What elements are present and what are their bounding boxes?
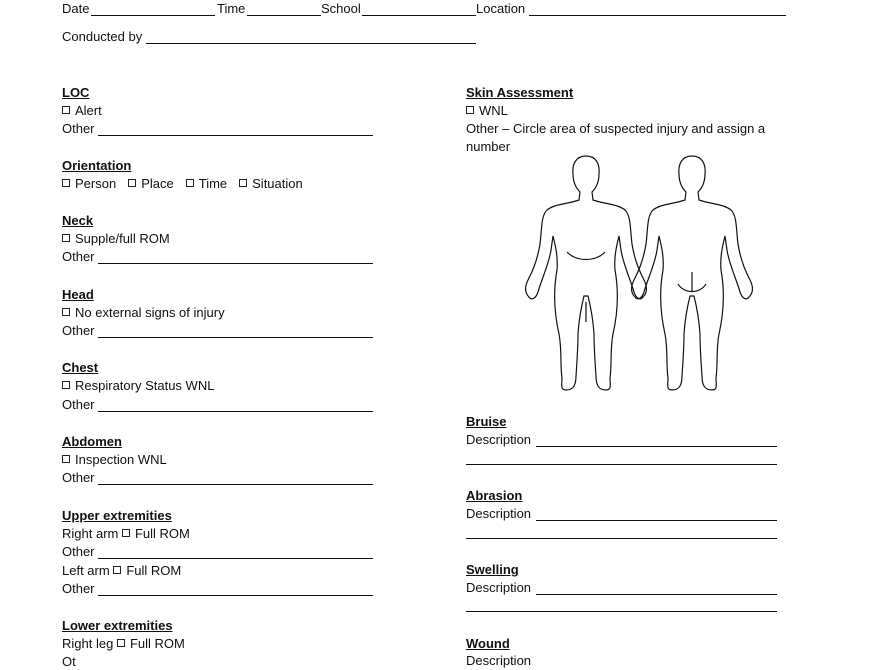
skin-assessment-heading: Skin Assessment [466, 85, 574, 100]
checkbox-icon[interactable] [122, 529, 130, 537]
checkbox-icon[interactable] [62, 106, 70, 114]
abrasion-description-field-2[interactable] [466, 538, 777, 539]
abdomen-option-label: Inspection WNL [75, 452, 167, 467]
left-arm-row [62, 563, 181, 579]
loc-other-label: Other [62, 121, 95, 136]
bruise-description-field[interactable] [536, 446, 777, 447]
skin-wnl-label: WNL [479, 103, 508, 118]
wound-heading: Wound [466, 636, 510, 651]
checkbox-icon[interactable] [117, 639, 125, 647]
orientation-time-option[interactable]: Time [186, 176, 227, 191]
upper-extremities-heading: Upper extremities [62, 508, 172, 523]
skin-other-instruction: Other – Circle area of suspected injury and assign a [466, 121, 766, 136]
checkbox-icon[interactable] [62, 234, 70, 242]
orientation-place-option[interactable]: Place [128, 176, 174, 191]
abdomen-other-field[interactable] [98, 484, 373, 485]
chest-other-field[interactable] [98, 411, 373, 412]
right-leg-option[interactable]: Full ROM [117, 636, 185, 651]
right-arm-other-field[interactable] [98, 558, 373, 559]
loc-other-field[interactable] [98, 135, 373, 136]
right-leg-row [62, 636, 185, 652]
skin-wnl-option[interactable] [466, 103, 508, 119]
bruise-description-label: Description [466, 432, 532, 447]
swelling-heading: Swelling [466, 562, 519, 577]
abdomen-heading: Abdomen [62, 434, 122, 449]
location-label: Location [476, 1, 526, 16]
right-leg-other-label-partial: Ot [62, 654, 76, 669]
checkbox-icon[interactable] [113, 566, 121, 574]
school-label: School [321, 1, 361, 16]
conducted-by-label: Conducted by [62, 29, 143, 44]
chest-other-label: Other [62, 397, 95, 412]
body-diagram[interactable] [520, 152, 760, 394]
abrasion-description-field[interactable] [536, 520, 777, 521]
neck-other-field[interactable] [98, 263, 373, 264]
checkbox-icon[interactable] [62, 308, 70, 316]
loc-alert-label: Alert [75, 103, 102, 118]
abdomen-other-label: Other [62, 470, 95, 485]
checkbox-icon[interactable] [62, 455, 70, 463]
body-back-icon [632, 156, 753, 390]
checkbox-icon[interactable] [62, 179, 70, 187]
time-field[interactable] [247, 15, 321, 16]
chest-option[interactable] [62, 378, 214, 394]
abdomen-option[interactable] [62, 452, 167, 468]
wound-description-label: Description [466, 653, 532, 668]
orientation-situation-option[interactable]: Situation [239, 176, 303, 191]
abrasion-description-label: Description [466, 506, 532, 521]
right-arm-label: Right arm [62, 526, 119, 541]
left-arm-other-field[interactable] [98, 595, 373, 596]
neck-heading: Neck [62, 213, 94, 228]
chest-option-label: Respiratory Status WNL [75, 378, 215, 393]
lower-extremities-heading: Lower extremities [62, 618, 173, 633]
bruise-description-field-2[interactable] [466, 464, 777, 465]
conducted-by-field[interactable] [146, 43, 476, 44]
swelling-description-field[interactable] [536, 594, 777, 595]
neck-other-label: Other [62, 249, 95, 264]
time-label: Time [217, 1, 246, 16]
loc-heading: LOC [62, 85, 90, 100]
right-arm-row [62, 526, 190, 542]
head-other-field[interactable] [98, 337, 373, 338]
checkbox-icon[interactable] [466, 106, 474, 114]
head-other-label: Other [62, 323, 95, 338]
swelling-description-label: Description [466, 580, 532, 595]
right-arm-other-label: Other [62, 544, 95, 559]
skin-other-instruction-cont: number [466, 139, 511, 154]
checkbox-icon[interactable] [239, 179, 247, 187]
swelling-description-field-2[interactable] [466, 611, 777, 612]
date-label: Date [62, 1, 90, 16]
right-arm-option[interactable]: Full ROM [122, 526, 190, 541]
chest-heading: Chest [62, 360, 99, 375]
location-field[interactable] [529, 15, 786, 16]
checkbox-icon[interactable] [186, 179, 194, 187]
orientation-heading: Orientation [62, 158, 132, 173]
abrasion-heading: Abrasion [466, 488, 523, 503]
neck-option[interactable] [62, 231, 170, 247]
checkbox-icon[interactable] [62, 381, 70, 389]
body-front-icon [526, 156, 647, 390]
school-field[interactable] [362, 15, 476, 16]
left-arm-label: Left arm [62, 563, 110, 578]
head-option-label: No external signs of injury [75, 305, 225, 320]
loc-alert-option[interactable] [62, 103, 102, 119]
left-arm-other-label: Other [62, 581, 95, 596]
head-heading: Head [62, 287, 94, 302]
left-arm-option[interactable]: Full ROM [113, 563, 181, 578]
date-field[interactable] [91, 15, 215, 16]
checkbox-icon[interactable] [128, 179, 136, 187]
head-option[interactable] [62, 305, 225, 321]
bruise-heading: Bruise [466, 414, 507, 429]
orientation-options [62, 176, 315, 192]
neck-option-label: Supple/full ROM [75, 231, 170, 246]
right-leg-label: Right leg [62, 636, 114, 651]
orientation-person-option[interactable]: Person [62, 176, 116, 191]
